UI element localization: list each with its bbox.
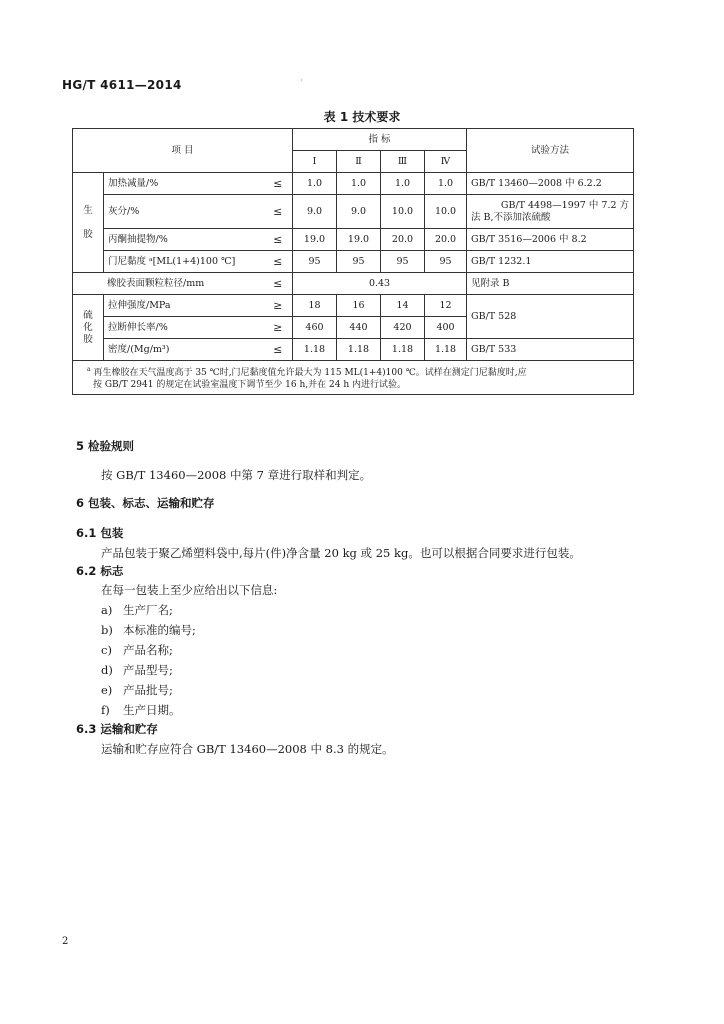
- grade-1: Ⅰ: [293, 151, 337, 173]
- value-cell: 16: [337, 295, 381, 317]
- value-cell: 400: [425, 317, 467, 339]
- value-cell: 1.0: [337, 173, 381, 195]
- value-cell: 20.0: [381, 229, 425, 251]
- page-number: 2: [62, 936, 69, 947]
- section-6-title: 6 包装、标志、运输和贮存: [76, 496, 215, 510]
- list-text: 本标准的编号;: [123, 623, 196, 637]
- list-marker: c): [101, 643, 112, 657]
- list-text: 生产厂名;: [123, 603, 173, 617]
- group-vulc-char-1: 硫: [83, 309, 93, 321]
- operator-cell: ≤: [264, 173, 293, 195]
- item-cell: 密度/(Mg/m³): [104, 339, 264, 361]
- value-cell: 1.0: [293, 173, 337, 195]
- document-code: HG/T 4611—2014: [62, 78, 182, 92]
- section-5-text: 按 GB/T 13460—2008 中第 7 章进行取样和判定。: [101, 468, 372, 482]
- section-6-1-text: 产品包装于聚乙烯塑料袋中,每片(件)净含量 20 kg 或 25 kg。也可以根据合同要求进行包装。: [101, 546, 581, 560]
- table-header-row: [73, 129, 634, 151]
- value-cell: 19.0: [337, 229, 381, 251]
- section-6-2-title: 6.2 标志: [76, 564, 124, 578]
- item-cell: 门尼黏度 ᵃ[ML(1+4)100 ℃]: [104, 251, 264, 273]
- footnote-line-2: 按 GB/T 2941 的规定在试验室温度下调节至少 16 h,并在 24 h 内进行试验。: [93, 380, 406, 390]
- item-cell: 加热减量/%: [104, 173, 264, 195]
- operator-cell: ≤: [264, 229, 293, 251]
- method-line-1: GB/T 4498—1997 中 7.2 方: [500, 199, 630, 211]
- operator-cell: ≤: [264, 251, 293, 273]
- value-cell: 95: [337, 251, 381, 273]
- value-cell: 14: [381, 295, 425, 317]
- grade-2: Ⅱ: [337, 151, 381, 173]
- section-6-3-text: 运输和贮存应符合 GB/T 13460—2008 中 8.3 的规定。: [101, 742, 394, 756]
- item-cell: 拉断伸长率/%: [104, 317, 264, 339]
- value-cell: 1.18: [381, 339, 425, 361]
- list-item: [101, 602, 173, 618]
- value-cell: 20.0: [425, 229, 467, 251]
- operator-cell: ≥: [264, 317, 293, 339]
- operator-cell: ≤: [264, 273, 293, 295]
- list-marker: f): [101, 703, 110, 717]
- list-item: [101, 702, 181, 718]
- list-item: [101, 642, 173, 658]
- item-cell: 橡胶表面颗粒粒径/mm: [73, 273, 264, 295]
- grade-3: Ⅲ: [381, 151, 425, 173]
- section-5-title: 5 检验规则: [76, 439, 135, 453]
- value-cell: 1.0: [381, 173, 425, 195]
- group-raw-char-1: 生: [83, 204, 93, 216]
- value-cell: 9.0: [293, 195, 337, 229]
- value-cell: 1.18: [293, 339, 337, 361]
- list-text: 产品型号;: [123, 663, 173, 677]
- header-method: 试验方法: [467, 129, 634, 173]
- list-marker: e): [101, 683, 113, 697]
- group-raw-char-2: 胶: [83, 228, 93, 240]
- value-cell: 9.0: [337, 195, 381, 229]
- group-vulc-char-2: 化: [83, 321, 93, 333]
- value-cell: 1.0: [425, 173, 467, 195]
- value-cell: 420: [381, 317, 425, 339]
- value-cell: 10.0: [425, 195, 467, 229]
- method-cell: GB/T 533: [467, 339, 634, 361]
- table-row: [73, 229, 634, 251]
- value-cell: 460: [293, 317, 337, 339]
- method-cell: GB/T 3516—2006 中 8.2: [467, 229, 634, 251]
- list-marker: b): [101, 623, 113, 637]
- value-cell: 440: [337, 317, 381, 339]
- method-cell: GB/T 528: [467, 295, 634, 339]
- footnote-line-1: 再生橡胶在天气温度高于 35 ℃时,门尼黏度值允许最大为 115 ML(1+4)100 ℃。试样在测定门尼黏度时,应: [93, 368, 527, 378]
- list-marker: d): [101, 663, 113, 677]
- operator-cell: ≥: [264, 295, 293, 317]
- footnote-mark: a: [87, 366, 91, 373]
- item-cell: 灰分/%: [104, 195, 264, 229]
- group-raw-rubber: [73, 173, 104, 273]
- item-cell: 拉伸强度/MPa: [104, 295, 264, 317]
- method-cell: [467, 195, 634, 229]
- operator-cell: ≤: [264, 195, 293, 229]
- value-cell: 1.18: [425, 339, 467, 361]
- scan-dot: ·: [300, 76, 303, 85]
- group-vulc-char-3: 胶: [83, 333, 93, 345]
- list-text: 产品名称;: [123, 643, 173, 657]
- section-6-1-title: 6.1 包装: [76, 526, 124, 540]
- table-row: [73, 273, 634, 295]
- value-cell: 95: [381, 251, 425, 273]
- section-6-2-intro: 在每一包装上至少应给出以下信息:: [101, 583, 278, 597]
- grade-4: Ⅳ: [425, 151, 467, 173]
- value-cell: 1.18: [337, 339, 381, 361]
- value-cell: 19.0: [293, 229, 337, 251]
- list-marker: a): [101, 603, 113, 617]
- technical-requirements-table: [72, 128, 634, 395]
- item-cell: 丙酮抽提物/%: [104, 229, 264, 251]
- table-row: [73, 295, 634, 317]
- value-cell: 95: [293, 251, 337, 273]
- table-footnote: [73, 361, 634, 395]
- method-line-2: 法 B,不添加浓硫酸: [471, 211, 551, 223]
- table-row: [73, 195, 634, 229]
- header-index: 指 标: [293, 129, 467, 151]
- merged-value-cell: 0.43: [293, 273, 467, 295]
- method-cell: 见附录 B: [467, 273, 634, 295]
- value-cell: 95: [425, 251, 467, 273]
- table-note-row: [73, 361, 634, 395]
- table-row: [73, 173, 634, 195]
- list-item: [101, 622, 196, 638]
- list-text: 生产日期。: [123, 703, 181, 717]
- value-cell: 10.0: [381, 195, 425, 229]
- operator-cell: ≤: [264, 339, 293, 361]
- table-row: [73, 339, 634, 361]
- table-title: 表 1 技术要求: [323, 110, 401, 124]
- method-cell: GB/T 1232.1: [467, 251, 634, 273]
- list-item: [101, 662, 173, 678]
- table-row: [73, 251, 634, 273]
- header-item: 项 目: [73, 129, 293, 173]
- list-text: 产品批号;: [123, 683, 173, 697]
- list-item: [101, 682, 173, 698]
- method-cell: GB/T 13460—2008 中 6.2.2: [467, 173, 634, 195]
- group-vulcanized-rubber: [73, 295, 104, 361]
- value-cell: 18: [293, 295, 337, 317]
- value-cell: 12: [425, 295, 467, 317]
- section-6-3-title: 6.3 运输和贮存: [76, 722, 158, 736]
